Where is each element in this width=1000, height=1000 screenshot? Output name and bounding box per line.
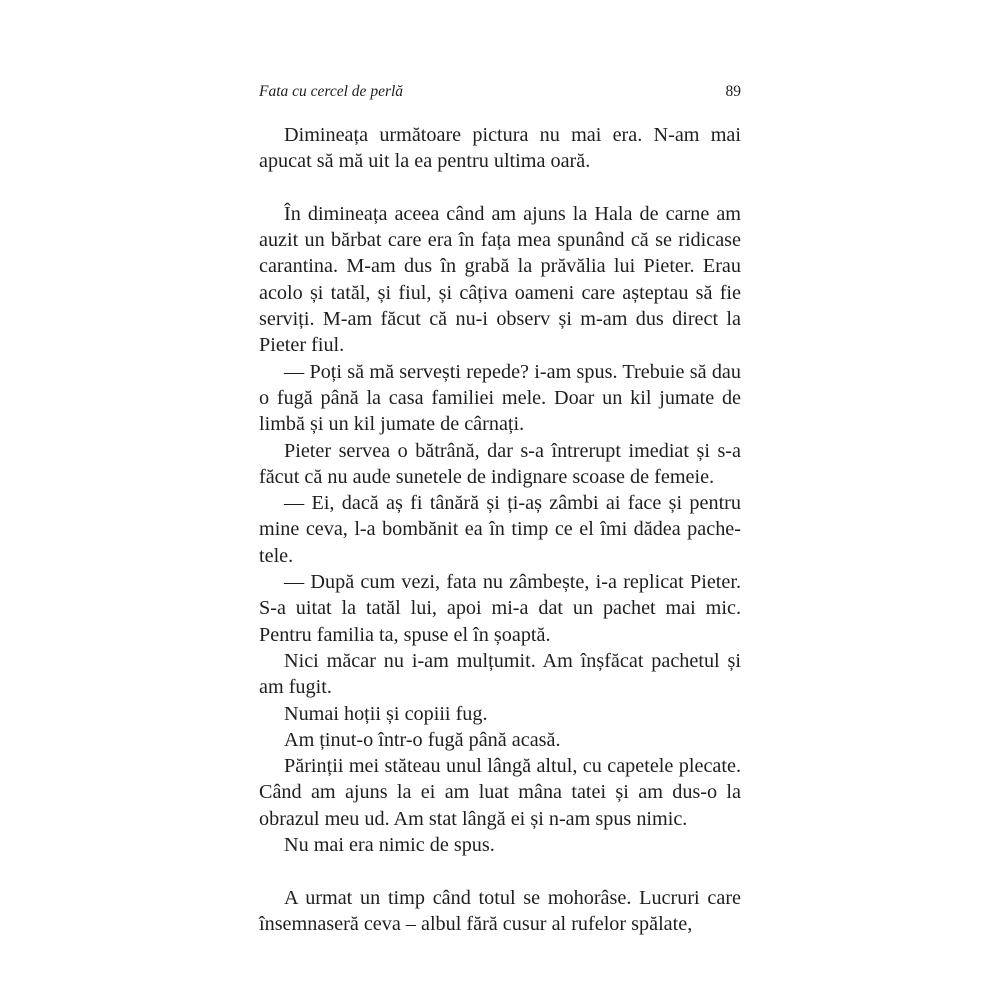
paragraph: A urmat un timp când totul se mohorâse. Lucruri care însemnaseră ceva – albul fără cusur al rufelor spălate, <box>259 886 741 935</box>
paragraph: — După cum vezi, fata nu zâmbește, i-a replicat Pieter. S-a uitat la tatăl lui, apoi mi-a dat un pachet mai mic. Pentru familia ta, spuse el în șoaptă. <box>259 571 741 646</box>
paragraph: Dimineața următoare pictura nu mai era. N-am mai apucat să mă uit la ea pentru ultima oară. <box>259 124 741 173</box>
page-number: 89 <box>725 83 741 100</box>
paragraph: Pieter servea o bătrână, dar s-a întrerupt imediat și s-a făcut că nu aude sunetele de indignare scoase de femeie. <box>259 439 741 488</box>
running-header <box>259 83 741 107</box>
paragraph: — Ei, dacă aș fi tânără și ți-aș zâmbi ai face și pentru mine ceva, l-a bombănit ea în timp ce el îmi dădea pachetele. <box>259 492 741 567</box>
running-title: Fata cu cercel de perlă <box>259 83 404 100</box>
section-break <box>259 858 741 884</box>
paragraph: — Poți să mă servești repede? i-am spus. Trebuie să dau o fugă până la casa familiei mele. Doar un kil jumate de limbă și un kil jumate de cârnați. <box>259 360 741 436</box>
body-text <box>259 122 741 937</box>
paragraph: Am ținut-o într-o fugă până acasă. <box>284 728 561 751</box>
paragraph: Nu mai era nimic de spus. <box>284 834 495 857</box>
paragraph: Nici măcar nu i-am mulțumit. Am înșfăcat pachetul și am fugit. <box>259 649 741 699</box>
paragraph: Părinții mei stăteau unul lângă altul, cu capetele plecate. Când am ajuns la ei am luat mâna tatei și am dus-o la obrazul meu ud. Am stat lângă ei și n-am spus nimic. <box>259 755 741 830</box>
section-break <box>259 175 741 201</box>
paragraph: Numai hoții și copiii fug. <box>284 702 488 725</box>
paragraph: În dimineața aceea când am ajuns la Hala de carne am auzit un bărbat care era în fața mea spunând că se ridicase carantina. M-am dus în grabă la prăvălia lui Pieter. Erau acolo și tatăl, și fiul, și câțiva oameni care așteptau să fie serviți. M-am făcut că nu-i observ și m-am dus direct la Pieter fiul. <box>259 202 741 357</box>
